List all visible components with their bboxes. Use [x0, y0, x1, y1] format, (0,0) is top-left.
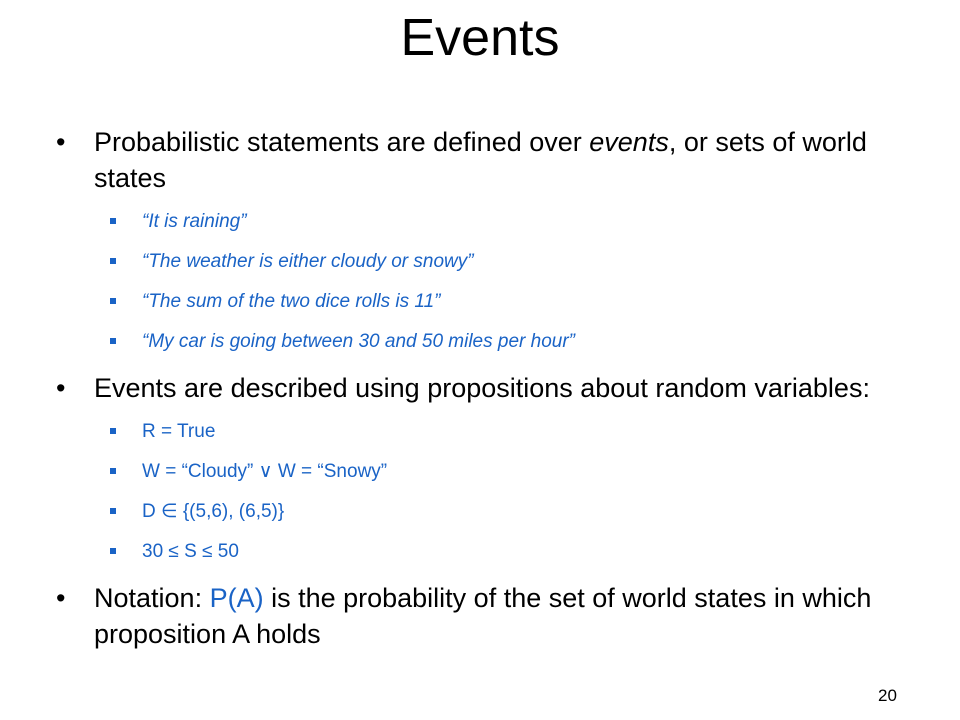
sub-item: [56, 460, 916, 484]
sub-item-text: 30 ≤ S ≤ 50: [142, 541, 239, 562]
sub-list-examples: [56, 210, 916, 354]
bullet-text: Events are described using propositions about random variables:: [94, 373, 870, 403]
sub-item-text: “My car is going between 30 and 50 miles per hour”: [142, 331, 576, 352]
sub-item: [56, 420, 916, 444]
sub-item: [56, 290, 916, 314]
sub-item-text: “The sum of the two dice rolls is 11”: [142, 291, 441, 312]
bullet-events-definition: [56, 124, 916, 196]
slide-title: Events: [400, 9, 560, 67]
bullet-dot-icon: •: [56, 127, 66, 157]
sub-item-text: W = “Cloudy” ∨ W = “Snowy”: [142, 461, 388, 482]
square-bullet-icon: [110, 468, 116, 474]
bullet-text-before: Probabilistic statements are defined over: [94, 127, 590, 157]
bullet-propositions: [56, 370, 916, 406]
slide-content: [56, 124, 916, 652]
sub-item-text: “The weather is either cloudy or snowy”: [142, 251, 474, 272]
sub-item: [56, 210, 916, 234]
square-bullet-icon: [110, 508, 116, 514]
sub-item: [56, 330, 916, 354]
square-bullet-icon: [110, 298, 116, 304]
bullet-text-emphasis: events: [589, 127, 669, 157]
bullet-notation: [56, 580, 916, 652]
sub-item-text: D ∈ {(5,6), (6,5)}: [142, 501, 285, 522]
square-bullet-icon: [110, 218, 116, 224]
sub-item: [56, 250, 916, 274]
sub-item: [56, 500, 916, 524]
bullet-text-accent: P(A): [209, 583, 264, 613]
bullet-text-before: Notation:: [94, 583, 210, 613]
bullet-dot-icon: •: [56, 583, 66, 613]
bullet-text-after: , or sets of world states: [94, 127, 867, 193]
square-bullet-icon: [110, 428, 116, 434]
bullet-text-after: is the probability of the set of world states in which proposition A holds: [94, 583, 872, 649]
sub-item: [56, 540, 916, 564]
square-bullet-icon: [110, 338, 116, 344]
sub-item-text: “It is raining”: [142, 211, 247, 232]
sub-list-propositions: [56, 420, 916, 564]
sub-item-text: R = True: [142, 421, 216, 442]
square-bullet-icon: [110, 548, 116, 554]
bullet-dot-icon: •: [56, 373, 66, 403]
page-number: 20: [878, 686, 897, 705]
square-bullet-icon: [110, 258, 116, 264]
